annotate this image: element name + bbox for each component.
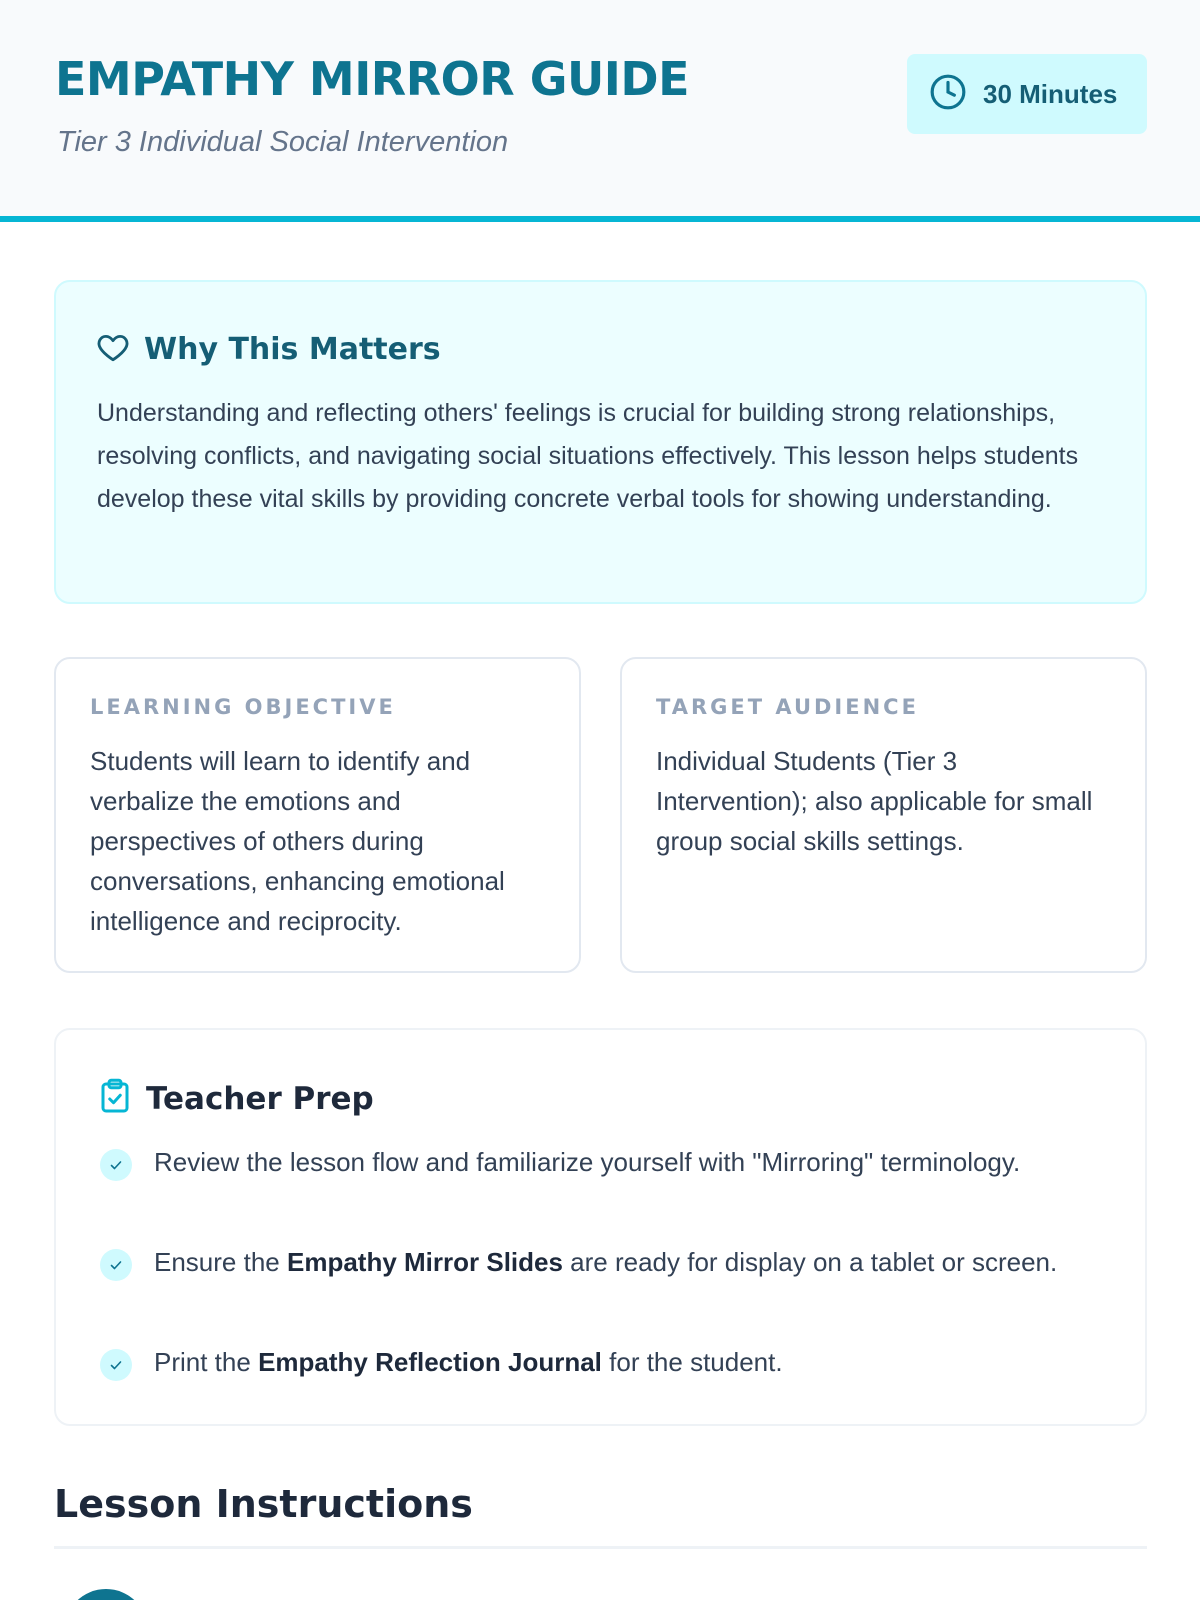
why-this-matters-body: Understanding and reflecting others' feelings is crucial for building strong relationships, resolving conflicts, and navigating social situations effectively. This lesson helps students develop these vital skills by providing concrete verbal tools for showing understanding. <box>97 399 1079 513</box>
clipboard-check-icon <box>100 1078 130 1119</box>
teacher-prep-card <box>54 1028 1147 1426</box>
prep-item-text: Ensure the Empathy Mirror Slides are ready for display on a tablet or screen. <box>154 1247 1058 1277</box>
duration-badge <box>907 54 1147 134</box>
why-this-matters-heading <box>96 330 441 369</box>
check-icon <box>100 1249 132 1281</box>
lesson-instructions-title: Lesson Instructions <box>54 1482 473 1526</box>
prep-item <box>100 1142 1100 1182</box>
prep-item-text: Review the lesson flow and familiarize yourself with "Mirroring" terminology. <box>154 1147 1021 1177</box>
teacher-prep-title: Teacher Prep <box>146 1080 374 1117</box>
why-this-matters-card <box>54 280 1147 604</box>
prep-item-text: Print the Empathy Reflection Journal for the student. <box>154 1347 783 1377</box>
duration-label: 30 Minutes <box>983 78 1118 109</box>
prep-item-resource: Empathy Mirror Slides <box>286 1247 563 1277</box>
target-audience-card <box>620 657 1147 973</box>
page-title: EMPATHY MIRROR GUIDE <box>55 52 690 106</box>
prep-item-resource: Empathy Reflection Journal <box>258 1347 602 1377</box>
page-subtitle: Tier 3 Individual Social Intervention <box>57 126 509 158</box>
prep-item <box>100 1242 1100 1282</box>
prep-item <box>100 1342 1100 1382</box>
teacher-prep-heading <box>100 1078 374 1119</box>
learning-objective-card <box>54 657 581 973</box>
target-audience-label: TARGET AUDIENCE <box>656 695 919 719</box>
learning-objective-label: LEARNING OBJECTIVE <box>90 695 396 719</box>
page-header <box>0 0 1200 222</box>
target-audience-body: Individual Students (Tier 3 Intervention); also applicable for small group social skills settings. <box>656 746 1093 856</box>
step-number-badge <box>64 1589 148 1600</box>
learning-objective-body: Students will learn to identify and verbalize the emotions and perspectives of others during conversations, enhancing emotional intelligence and reciprocity. <box>90 746 505 936</box>
check-icon <box>100 1149 132 1181</box>
divider <box>54 1546 1147 1549</box>
check-icon <box>100 1349 132 1381</box>
why-this-matters-title: Why This Matters <box>144 332 441 367</box>
heart-icon <box>96 330 130 369</box>
clock-icon <box>929 73 967 116</box>
